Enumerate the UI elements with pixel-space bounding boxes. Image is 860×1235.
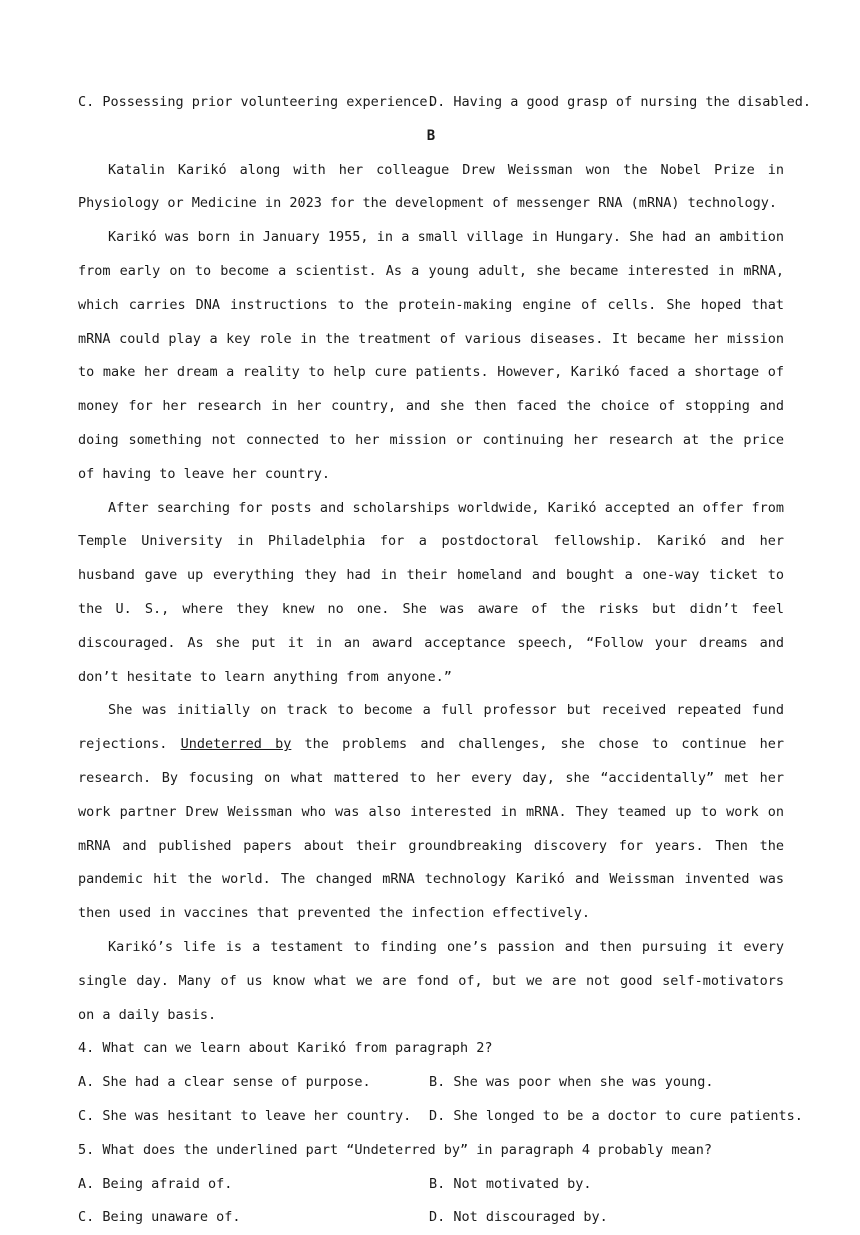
passage-paragraph-2: Karikó was born in January 1955, in a small village in Hungary. She had an ambition from early on to become a scientist. As a young adult, she became interested in mRNA, which carries DNA instructions to the protein-making engine of cells. She hoped that mRNA could play a key role in the treatment of various diseases. It became her mission to make her dream a reality to help cure patients. However, Karikó faced a shortage of money for her research in her country, and she then faced the choice of stopping and doing something not connected to her mission or continuing her research at the price of having to leave her country. — [78, 221, 784, 491]
question-5-options — [78, 1168, 784, 1235]
passage-paragraph-5: Karikó’s life is a testament to finding one’s passion and then pursuing it every single day. Many of us know what we are fond of, but we are not good self-motivators on a daily basis. — [78, 931, 784, 1032]
option-d: D. Having a good grasp of nursing the disabled. — [429, 86, 784, 120]
underlined-phrase: Undeterred by — [181, 736, 292, 752]
section-heading: B — [78, 120, 784, 154]
passage-paragraph-3: After searching for posts and scholarships worldwide, Karikó accepted an offer from Temple University in Philadelphia for a postdoctoral fellowship. Karikó and her husband gave up everything they had in their homeland and bought a one-way ticket to the U. S., where they knew no one. She was aware of the risks but didn’t feel discouraged. As she put it in an award acceptance speech, “Follow your dreams and don’t hesitate to learn anything from anyone.” — [78, 492, 784, 695]
question-4-option-d[interactable]: D. She longed to be a doctor to cure patients. — [429, 1100, 784, 1134]
question-5-option-c[interactable]: C. Being unaware of. — [78, 1201, 429, 1235]
question-4-stem: 4. What can we learn about Karikó from paragraph 2? — [78, 1032, 784, 1066]
question-5-option-d[interactable]: D. Not discouraged by. — [429, 1201, 784, 1235]
question-5-option-a[interactable]: A. Being afraid of. — [78, 1168, 429, 1202]
passage-paragraph-1: Katalin Karikó along with her colleague Drew Weissman won the Nobel Prize in Physiology or Medicine in 2023 for the development of messenger RNA (mRNA) technology. — [78, 154, 784, 222]
question-4-options — [78, 1066, 784, 1134]
exam-page — [78, 86, 784, 1235]
question-5-option-b[interactable]: B. Not motivated by. — [429, 1168, 784, 1202]
paragraph-4-first-sentence: She was initially on track to become a full professor but received repeated fund rejections. — [78, 702, 784, 752]
previous-question-options — [78, 86, 784, 120]
question-5-stem: 5. What does the underlined part “Undeterred by” in paragraph 4 probably mean? — [78, 1134, 784, 1168]
question-4-option-c[interactable]: C. She was hesitant to leave her country. — [78, 1100, 429, 1134]
paragraph-4-rest: the problems and challenges, she chose to continue her research. By focusing on what mattered to her every day, she “accidentally” met her work partner Drew Weissman who was also interested in mRNA. They teamed up to work on mRNA and published papers about their groundbreaking discovery for years. Then the pandemic hit the world. The changed mRNA technology Karikó and Weissman invented was then used in vaccines that prevented the infection effectively. — [78, 736, 784, 921]
question-4-option-a[interactable]: A. She had a clear sense of purpose. — [78, 1066, 429, 1100]
option-c: C. Possessing prior volunteering experience. — [78, 86, 429, 120]
passage-paragraph-4 — [78, 694, 784, 931]
question-4-option-b[interactable]: B. She was poor when she was young. — [429, 1066, 784, 1100]
